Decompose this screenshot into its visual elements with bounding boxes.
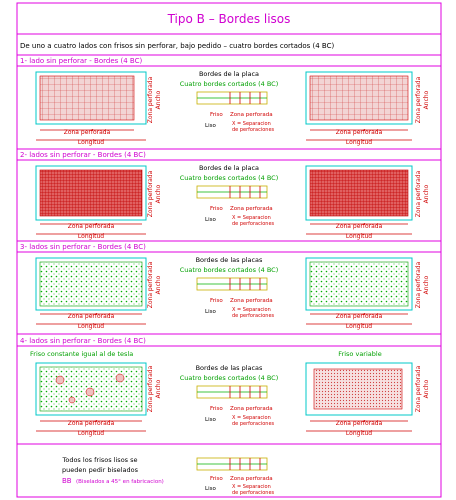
zona-perforada-label: Zona perforada [67,313,115,320]
page-subtitle: De uno a cuatro lados con frisos sin perforar, bajo pedido – cuatro bordes cortados (4 BC) [20,42,335,50]
liso-label: Liso [205,486,216,492]
de-perf-label: de perforaciones [232,490,275,496]
section-2-heading: 2- lados sin perforar - Bordes (4 BC) [20,151,146,159]
zona-perforada-vertical-label: Zona perforada [147,76,154,124]
zona-perforada-small: Zona perforada [230,476,273,482]
zona-perforada-vertical-label: Zona perforada [415,76,422,124]
zona-perforada-small: Zona perforada [230,406,273,412]
friso-label: Friso [210,476,223,482]
friso-label: Friso [210,206,223,212]
section-4-center-sub: Cuatro bordes cortados (4 BC) [179,374,279,382]
zona-perforada-small: Zona perforada [230,112,273,118]
ancho-label: Ancho [155,379,162,399]
section-2-center-sub: Cuatro bordes cortados (4 BC) [179,174,279,182]
x-sep-label: X = Separacion [232,415,271,421]
section-3-center-title: Bordes de las placas [195,256,263,264]
de-perf-label: de perforaciones [232,221,275,227]
de-perf-label: de perforaciones [232,313,275,319]
de-perf-label: de perforaciones [232,127,275,133]
perforated-panel-right-4 [314,369,402,409]
section-4-heading: 4- lados sin perforar - Bordes (4 BC) [20,337,146,345]
section-1-center-sub: Cuatro bordes cortados (4 BC) [179,80,279,88]
section-2-center-title: Bordes de la placa [198,164,260,172]
section-1 [17,57,441,146]
ancho-label: Ancho [423,184,430,204]
zona-perforada-label: Zona perforada [335,420,383,427]
friso-label: Friso [210,112,223,118]
zona-perforada-vertical-label: Zona perforada [147,365,154,413]
footer-bb-code: BB [62,477,72,485]
section-1-heading: 1- lado sin perforar - Bordes (4 BC) [20,57,143,65]
longitud-label: Longitud [77,139,105,146]
ancho-label: Ancho [423,275,430,295]
perforated-panel-left-1 [40,76,134,120]
de-perf-label: de perforaciones [232,421,275,427]
section-4 [17,334,441,437]
section-4-right-caption: Friso variable [338,350,382,358]
x-sep-label: X = Separacion [232,215,271,221]
liso-label: Liso [205,417,216,423]
perforated-panel-right-3 [310,262,408,306]
footer-bb-description: (Biselados a 45° en fabricacion) [76,479,164,485]
zona-perforada-label: Zona perforada [67,223,115,230]
perforated-panel-left-3 [40,262,142,306]
x-sep-label: X = Separacion [232,307,271,313]
footer-note [17,444,441,496]
zona-perforada-vertical-label: Zona perforada [147,261,154,309]
ancho-label: Ancho [155,275,162,295]
perforated-panel-right-1 [310,76,408,120]
footer-line-2: pueden pedir biselados [62,466,138,474]
longitud-label: Longitud [345,139,373,146]
zona-perforada-label: Zona perforada [335,129,383,136]
section-3-heading: 3- lados sin perforar - Bordes (4 BC) [20,243,146,251]
zona-perforada-label: Zona perforada [67,420,115,427]
zona-perforada-small: Zona perforada [230,206,273,212]
longitud-label: Longitud [345,233,373,240]
perforated-panel-right-2 [310,170,408,216]
zona-perforada-label: Zona perforada [335,223,383,230]
longitud-label: Longitud [345,323,373,330]
footer-line-1: Todos los frisos lisos se [62,456,138,464]
liso-label: Liso [205,123,216,129]
friso-label: Friso [210,298,223,304]
longitud-label: Longitud [345,430,373,437]
longitud-label: Longitud [77,323,105,330]
ancho-label: Ancho [423,379,430,399]
section-4-left-caption: Friso constante igual al de tesla [30,350,134,358]
zona-perforada-vertical-label: Zona perforada [415,261,422,309]
longitud-label: Longitud [77,233,105,240]
zona-perforada-small: Zona perforada [230,298,273,304]
x-sep-label: X = Separacion [232,484,271,490]
ancho-label: Ancho [155,184,162,204]
section-2 [17,149,441,240]
section-1-center-title: Bordes de la placa [198,70,260,78]
ancho-label: Ancho [423,90,430,110]
section-3 [17,241,441,330]
longitud-label: Longitud [77,430,105,437]
zona-perforada-vertical-label: Zona perforada [415,365,422,413]
section-4-center-title: Bordes de las placas [195,364,263,372]
perforated-panel-left-2 [40,170,142,216]
ancho-label: Ancho [155,90,162,110]
liso-label: Liso [205,309,216,315]
page-title: Tipo B – Bordes lisos [167,12,291,26]
zona-perforada-label: Zona perforada [335,313,383,320]
liso-label: Liso [205,217,216,223]
zona-perforada-vertical-label: Zona perforada [415,170,422,218]
zona-perforada-label: Zona perforada [63,129,111,136]
x-sep-label: X = Separacion [232,121,271,127]
friso-label: Friso [210,406,223,412]
zona-perforada-vertical-label: Zona perforada [147,170,154,218]
section-3-center-sub: Cuatro bordes cortados (4 BC) [179,266,279,274]
